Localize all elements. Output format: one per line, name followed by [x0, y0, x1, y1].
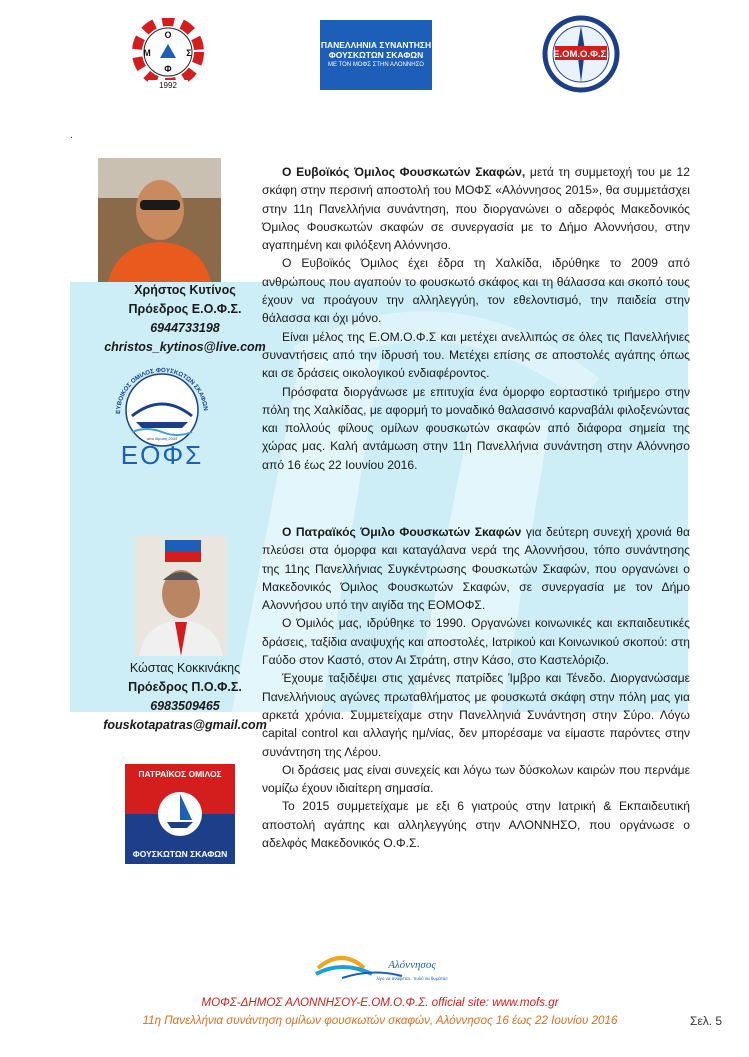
mofs-logo [128, 18, 208, 90]
article-paragraph [262, 797, 690, 852]
person-phone: 6944733198 [150, 321, 220, 335]
eofs-small-text: από ίδρυση 2009 [146, 436, 178, 441]
eomofs-logo-text: Ε.ΟΜ.Ο.Φ.Σ. [553, 49, 609, 60]
event-logo-line1: ΠΑΝΕΛΛΗΝΙΑ ΣΥΝΑΝΤΗΣΗ [320, 40, 432, 50]
article-text: για δεύτερη συνεχή χρονιά θα πλεύσει στα όμορφα και καταγάλανα νερά της Αλοννήσου, τόπο συνάντησης της 11ης Πανελλήνιας Συγκέντρωσης Φουσκωτών Σκαφών, που οργανώνει ο Μακεδονικός Όμιλος Φουσκωτών Σκαφών, σε συνεργασία με τον Δήμο Αλοννήσου υπό την αιγίδα της ΕΟΜΟΦΣ. [262, 525, 690, 613]
person-phone: 6983509465 [150, 699, 220, 713]
person-name: Χρήστος Κυτίνος [134, 283, 236, 297]
article-paragraph [262, 761, 690, 798]
article-text: Ο Ευβοϊκός Όμιλος έχει έδρα τη Χαλκίδα, ιδρύθηκε το 2009 από ανθρώπους που αγαπούν το φουσκωτό σκάφος και τη θάλασσα και σκοπό τους έχουν να προάγουν την αλληλεγγύη, τον εθελοντισμό, την παιδεία στην θάλασσα και όχι μόνο. [262, 256, 690, 326]
article-paragraph [262, 669, 690, 760]
article-paragraph [262, 614, 690, 669]
article-text: Ο Όμιλός μας, ιδρύθηκε το 1990. Οργανώνει κοινωνικές και εκπαιδευτικές δράσεις, ταξίδια αναψυχής και αποστολές, Ιατρικού και Κοινωνικού σκοπού: στη Γαύδο στον Καστό, στον Αι Στράτη, στην Κάσο, στο Καστελόριζο. [262, 616, 690, 668]
event-logo [320, 20, 432, 90]
article-lead: Ο Πατραϊκός Όμιλο Φουσκωτών Σκαφών [282, 525, 522, 539]
article-text: Το 2015 συμμετείχαμε με εξι 6 γιατρούς στην Ιατρική & Εκπαιδευτική αποστολή αγάπης και αλληλεγγύης στην ΑΛΟΝΝΗΣΟ, που οργάνωσε ο αδελφός Μακεδονικός Ο.Φ.Σ. [262, 799, 690, 851]
stray-dot: . [70, 130, 73, 141]
banner-top-text: ΠΑΤΡΑΪΚΟΣ ΟΜΙΛΟΣ [138, 769, 222, 779]
article-text: Είναι μέλος της Ε.ΟΜ.Ο.Φ.Σ και μετέχει ανελλιπώς σε όλες τις Πανελλήνιες συναντήσεις από την ίδρυσή του. Μετέχει επίσης σε αποστολές αγάπης όπως και σε δράσεις οικολογικού ενδιαφέροντος. [262, 329, 690, 381]
portrait-photo-kokkinakis [135, 536, 227, 656]
article-text: μετά τη συμμετοχή του με 12 σκάφη στην περσινή αποστολή του ΜΟΦΣ «Αλόννησος 2015», θα συμμετάσχει στην 11η Πανελλήνια συνάντηση, που διοργανώνει ο αδερφός Μακεδονικός Όμιλος Φουσκωτών σκαφών σε συνεργασία με το Δήμο Αλοννήσου, στην αγαπημένη και φιλόξενη Αλόννησο. [262, 165, 690, 253]
article-paragraph [262, 523, 690, 614]
mofs-year: 1992 [159, 81, 177, 90]
article-paragraph [262, 383, 690, 474]
alonnisos-logo-text: Αλόννησος [388, 959, 436, 971]
article-evoikos [262, 163, 690, 474]
banner-bottom-text: ΦΟΥΣΚΩΤΩΝ ΣΚΑΦΩΝ [132, 849, 228, 859]
article-text: Πρόσφατα διοργάνωσε με επιτυχία ένα όμορφο εορταστικό τριήμερο στην πόλη της Χαλκίδας, με αφορμή το μοναδικό θαλασσινό καρναβάλι φιλοξενώντας και πολλούς φίλους ομίλων φουσκωτών σκαφών από διάφορα σημεία της χώρας μας. Καλή αντάμωση στην 11η Πανελλήνια συνάντηση στην Αλόννησο από 16 έως 22 Ιουνίου 2016. [262, 384, 690, 472]
alonnisos-logo-tagline: λίγο να ανάψεται.. πολύ να θυμάται! [376, 976, 448, 981]
article-text: Οι δράσεις μας είναι συνεχείς και λόγω των δύσκολων καιρών που περνάμε νομίζω έχουν ιδιαίτερη σημασία. [262, 762, 690, 796]
alonnisos-logo [312, 938, 448, 988]
person-role: Πρόεδρος Ε.Ο.Φ.Σ. [128, 302, 242, 316]
eofs-arc-text: ΕΥΒΟΙΚΟΣ ΟΜΙΛΟΣ ΦΟΥΣΚΩΤΩΝ ΣΚΑΦΩΝ [114, 366, 209, 415]
event-logo-line2: ΦΟΥΣΚΩΤΩΝ ΣΚΑΦΩΝ [328, 50, 424, 60]
page-number: Σελ. 5 [690, 1014, 723, 1028]
portrait-photo-kytinos [98, 158, 221, 282]
eofs-club-logo [102, 360, 222, 470]
footer-line2: 11η Πανελλήνια συνάντηση ομίλων φουσκωτών σκαφών, Αλόννησος 16 έως 22 Ιουνίου 2016 [142, 1014, 618, 1027]
article-text: Έχουμε ταξιδέψει στις χαμένες πατρίδες Ίμβρο και Τένεδο. Διοργανώσαμε Πανελλήνιους αγώνες πρωταθλήματος με φουσκωτά σκάφη στην πόλη μας για αρκετά χρόνια. Συμμετείχαμε στην Πανελληνιά Συνάντηση στην Σύρο. Λόγω capital control και αλλαγής ημ/νίας, δεν μπορέσαμε να είμαστε παρόντες στην συνάντηση της Λέρου. [262, 671, 690, 759]
person-role: Πρόεδρος Π.Ο.Φ.Σ. [128, 680, 242, 694]
eomofs-logo [535, 14, 627, 94]
article-paragraph [262, 163, 690, 254]
article-lead: Ο Ευβοϊκός Όμιλος Φουσκωτών Σκαφών, [282, 165, 526, 179]
event-logo-line3: ΜΕ ΤΟΝ ΜΟΦΣ ΣΤΗΝ ΑΛΟΝΝΗΣΟ [328, 62, 424, 68]
patraikos-banner [125, 764, 235, 864]
article-patraikos [262, 523, 690, 852]
eofs-letters: ΕΟΦΣ [120, 440, 204, 470]
mofs-letter-f: Φ [164, 64, 172, 74]
person-name: Κώστας Κοκκινάκης [129, 661, 241, 675]
mofs-letter-s: Σ [186, 48, 192, 58]
article-paragraph [262, 254, 690, 327]
article-paragraph [262, 328, 690, 383]
footer-line1: ΜΟΦΣ-ΔΗΜΟΣ ΑΛΟΝΝΗΣΟΥ-Ε.ΟΜ.Ο.Φ.Σ. official site: www.mofs.gr [201, 996, 559, 1009]
person-email[interactable]: fouskotapatras@gmail.com [103, 718, 267, 732]
mofs-letter-m: Ο [164, 30, 172, 40]
mofs-letter-o: Μ [143, 48, 151, 58]
person-email[interactable]: christos_kytinos@live.com [104, 340, 266, 354]
